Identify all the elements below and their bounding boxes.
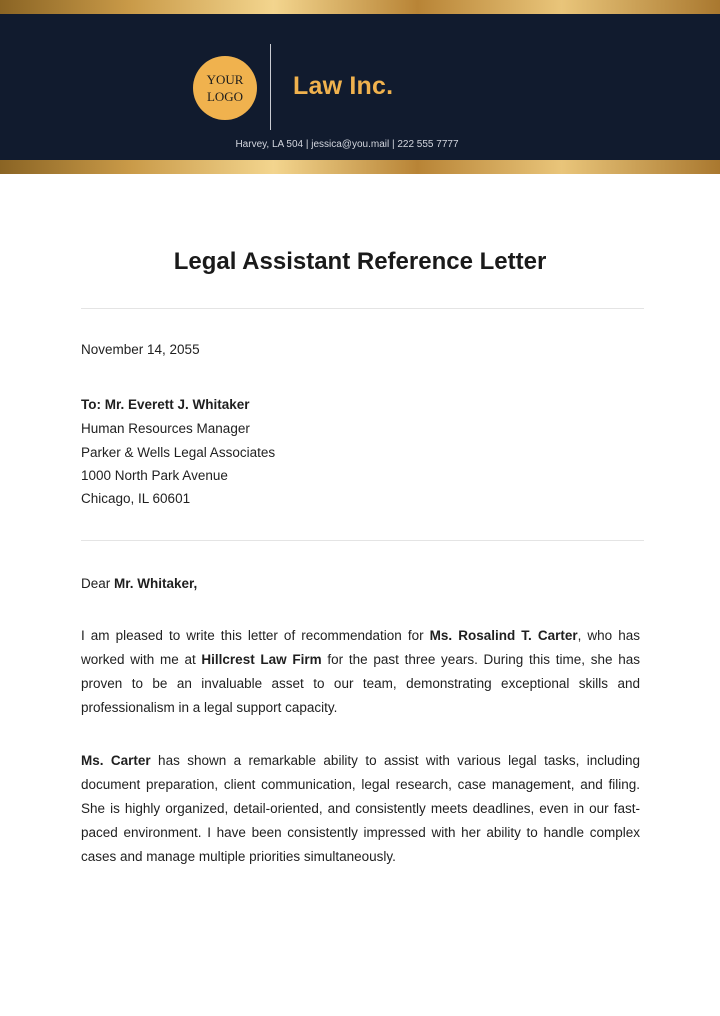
p2-lead-name: Ms. Carter	[81, 753, 151, 768]
firm-name: Hillcrest Law Firm	[201, 652, 322, 667]
bottom-gold-band	[0, 160, 720, 174]
contact-info: Harvey, LA 504 | jessica@you.mail | 222 555 7777	[235, 139, 459, 150]
document-title: Legal Assistant Reference Letter	[173, 248, 547, 275]
title-divider	[81, 308, 644, 309]
company-logo	[193, 56, 257, 120]
salutation	[81, 576, 197, 591]
p1-text-3: for the past three years. During this time, she has proven to be an invaluable asset to our team, demonstrating exceptional skills and professionalism in a legal support capacity.	[81, 652, 640, 715]
body-paragraph-2	[81, 749, 640, 869]
letter-date: November 14, 2055	[81, 342, 200, 357]
salutation-name: Mr. Whitaker,	[114, 576, 198, 591]
body-paragraph-1	[81, 624, 640, 720]
letterhead	[0, 14, 720, 160]
recipient-city: Chicago, IL 60601	[81, 491, 191, 506]
p1-text-1: I am pleased to write this letter of recommendation for	[81, 628, 430, 643]
p2-text: has shown a remarkable ability to assist with various legal tasks, including document preparation, client communication, legal research, case management, and filing. She is highly organized, detail-oriented, and consistently meets deadlines, even in our fast-paced environment. I have been consistently impressed with her ability to handle complex cases and manage multiple priorities simultaneously.	[81, 753, 640, 864]
salutation-prefix: Dear	[81, 576, 115, 591]
logo-text-line1: YOUR	[206, 72, 244, 87]
recipient-company: Parker & Wells Legal Associates	[81, 445, 276, 460]
header-divider	[270, 44, 271, 130]
address-divider	[81, 540, 644, 541]
recipient-street: 1000 North Park Avenue	[81, 468, 228, 483]
candidate-name: Ms. Rosalind T. Carter	[429, 628, 578, 643]
logo-text-line2: LOGO	[206, 89, 244, 104]
p1-text-2: , who has worked with me at	[81, 628, 640, 667]
top-gold-band	[0, 0, 720, 14]
company-name: Law Inc.	[293, 72, 394, 100]
recipient-position: Human Resources Manager	[81, 421, 250, 436]
recipient-name: To: Mr. Everett J. Whitaker	[81, 397, 250, 412]
